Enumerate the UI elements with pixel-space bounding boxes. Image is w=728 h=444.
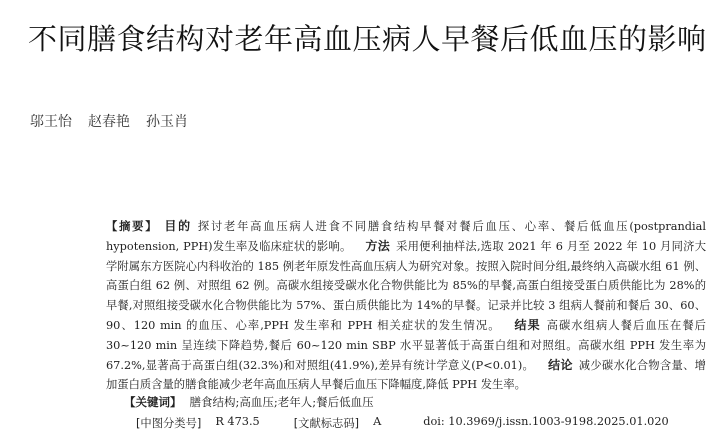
author: 孙玉肖 — [146, 114, 188, 130]
clc-value: R 473.5 — [215, 415, 260, 428]
author-list — [30, 111, 188, 131]
doc-code-value: A — [373, 415, 382, 428]
doi: doi: 10.3969/j.issn.1003-9198.2025.01.020 — [423, 415, 669, 428]
author: 邬王怡 — [30, 114, 72, 130]
aim-label: 目的 — [164, 219, 192, 233]
keywords-text: 膳食结构;高血压;老年人;餐后低血压 — [189, 395, 374, 409]
keywords — [124, 394, 374, 410]
aim-text: 探讨老年高血压病人进食不同膳食结构早餐对餐后血压、心率、餐后低血压(postprandial hypotension, PPH)发生率及临床症状的影响。 — [106, 220, 706, 253]
abstract — [106, 217, 706, 395]
method-label: 方法 — [365, 238, 391, 253]
paper-title: 不同膳食结构对老年高血压病人早餐后低血压的影响 — [28, 22, 707, 56]
abstract-label: 【摘要】 — [106, 220, 159, 233]
method-text: 采用便利抽样法,选取 2021 年 6 月至 2022 年 10 月同济大学附属东方医院心内科收治的 185 例老年原发性高血压病人为研究对象。按照入院时间分组,最终纳入高碳水组 61 例、高蛋白组 62 例、对照组 62 例。高碳水组接受碳水化合物供能比为 85%的早餐,高蛋白组接受蛋白质供能比为 28%的早餐,对照组接受碳水化合物供能比为 57%、蛋白质供能比为 14%的早餐。记录并比较 3 组病人餐前和餐后 30、60、90、120 min 的血压、心率,PPH 发生率和 PPH 相关症状的发生情况。 — [106, 239, 706, 332]
conclusion-text: 减少碳水化合物含量、增加蛋白质含量的膳食能减少老年高血压病人早餐后血压下降幅度,降低 PPH 发生率。 — [106, 358, 706, 392]
classification-line — [136, 415, 716, 431]
clc-label: [中图分类号] — [136, 417, 202, 430]
author: 赵春艳 — [88, 114, 130, 130]
result-text: 高碳水组病人餐后血压在餐后 30~120 min 呈连续下降趋势,餐后 60~120 min SBP 水平显著低于高蛋白组和对照组。高碳水组 PPH 发生率为 67.2%,显著高于高蛋白组(32.3%)和对照组(41.9%),差异有统计学意义(P<0.01)。 — [106, 318, 706, 372]
keywords-label: 【关键词】 — [124, 395, 182, 409]
result-label: 结果 — [514, 317, 541, 332]
doc-code-label: [文献标志码] — [293, 417, 360, 430]
conclusion-label: 结论 — [548, 357, 573, 372]
